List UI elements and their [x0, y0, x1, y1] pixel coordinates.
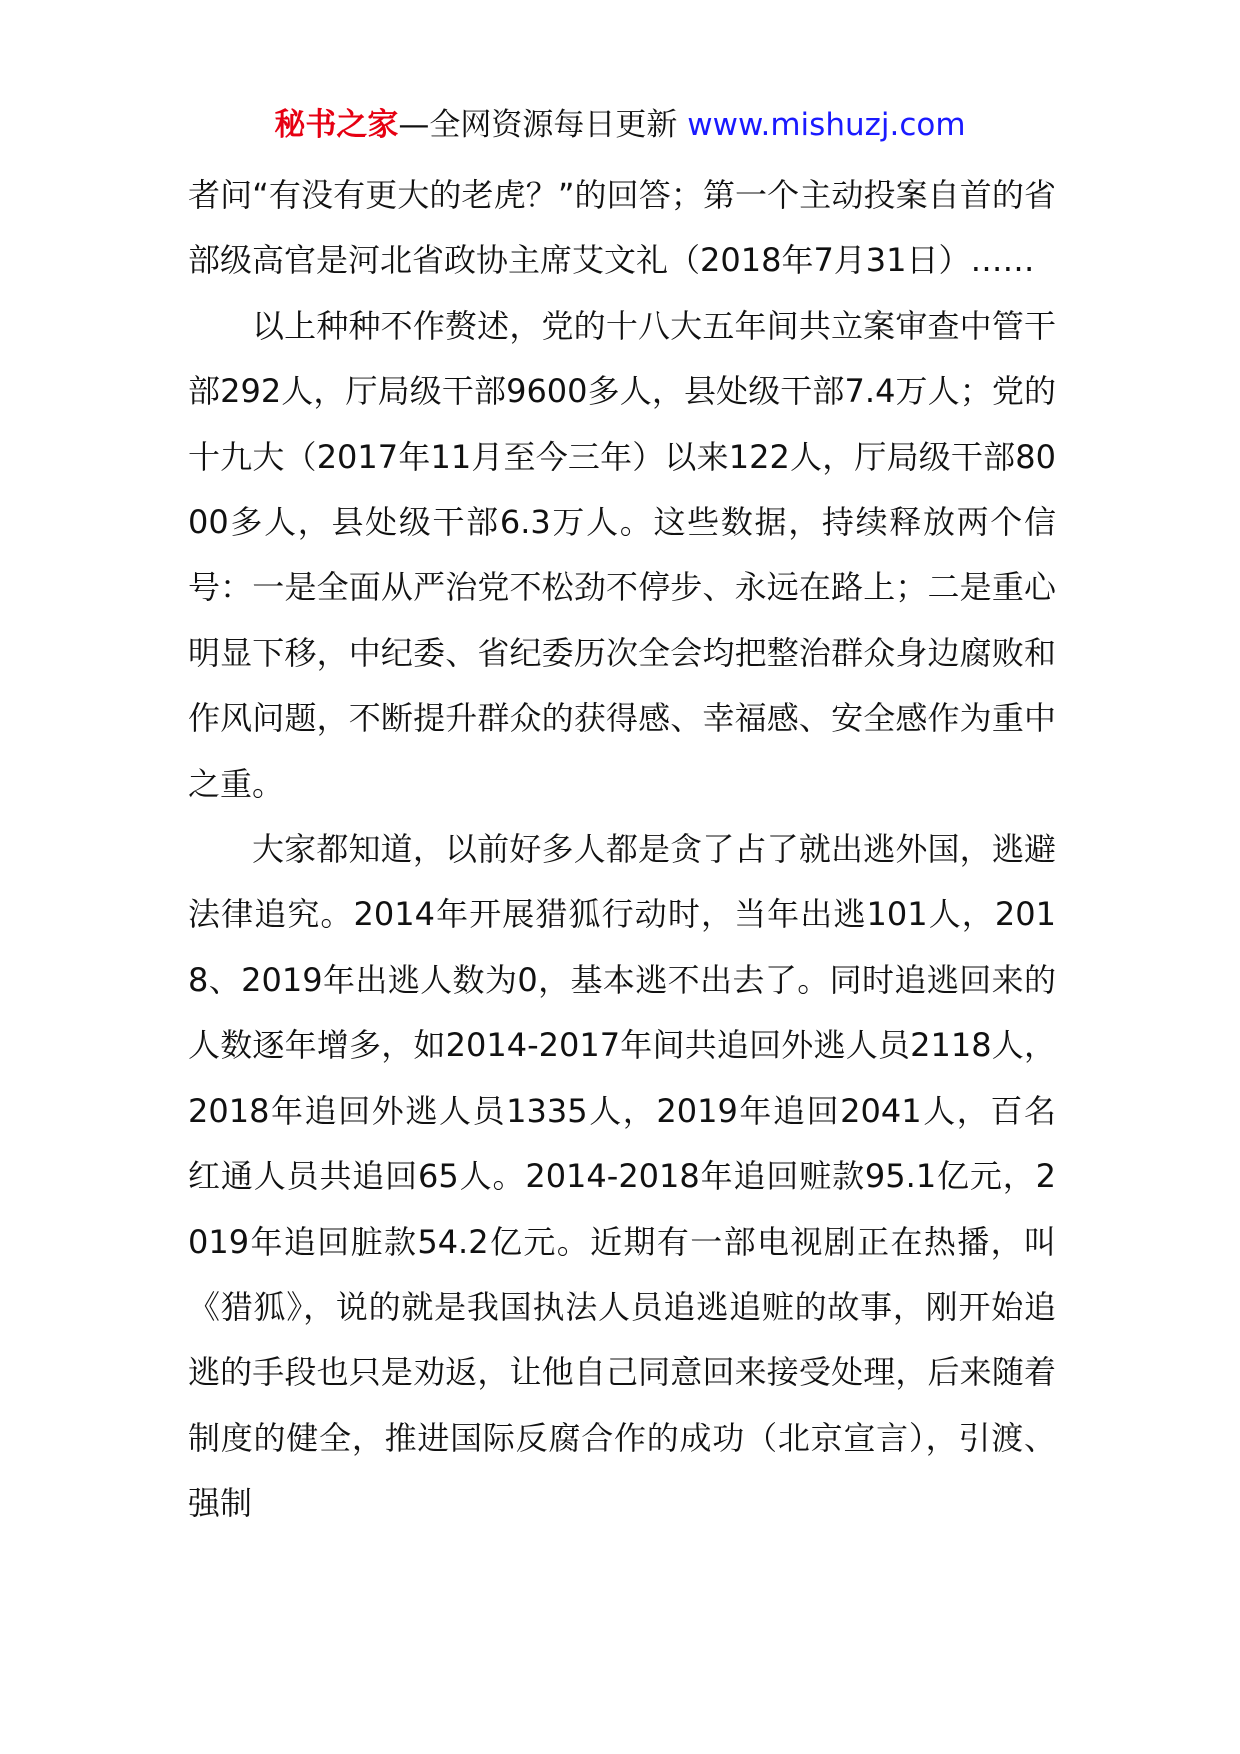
- site-tagline: —全网资源每日更新: [398, 107, 678, 143]
- paragraph-continuation: 者问“有没有更大的老虎？”的回答；第一个主动投案自首的省部级高官是河北省政协主席艾文礼（2018年7月31日）……: [188, 176, 1056, 280]
- site-url-link[interactable]: www.mishuzj.com: [687, 107, 966, 143]
- page-header: [0, 100, 1240, 150]
- paragraph-anticorruption-statistics: 以上种种不作赘述，党的十八大五年间共立案审查中管干部292人，厅局级干部9600多人，县处级干部7.4万人；党的十九大（2017年11月至今三年）以来122人，厅局级干部8000多人，县处级干部6.3万人。这些数据，持续释放两个信号：一是全面从严治党不松劲不停步、永远在路上；二是重心明显下移，中纪委、省纪委历次全会均把整治群众身边腐败和作风问题，不断提升群众的获得感、幸福感、安全感作为重中之重。: [188, 306, 1056, 803]
- paragraph-fugitive-recovery: 大家都知道，以前好多人都是贪了占了就出逃外国，逃避法律追究。2014年开展猎狐行动时，当年出逃101人，2018、2019年出逃人数为0，基本逃不出去了。同时追逃回来的人数逐年增多，如2014-2017年间共追回外逃人员2118人，2018年追回外逃人员1335人，2019年追回2041人，百名红通人员共追回65人。2014-2018年追回赃款95.1亿元，2019年追回脏款54.2亿元。近期有一部电视剧正在热播，叫《猎狐》，说的就是我国执法人员追逃追赃的故事，刚开始追逃的手段也只是劝返，让他自己同意回来接受处理，后来随着制度的健全，推进国际反腐合作的成功（北京宣言），引渡、强制: [188, 830, 1056, 1523]
- document-body: [188, 163, 1056, 1537]
- site-brand: 秘书之家: [274, 107, 399, 143]
